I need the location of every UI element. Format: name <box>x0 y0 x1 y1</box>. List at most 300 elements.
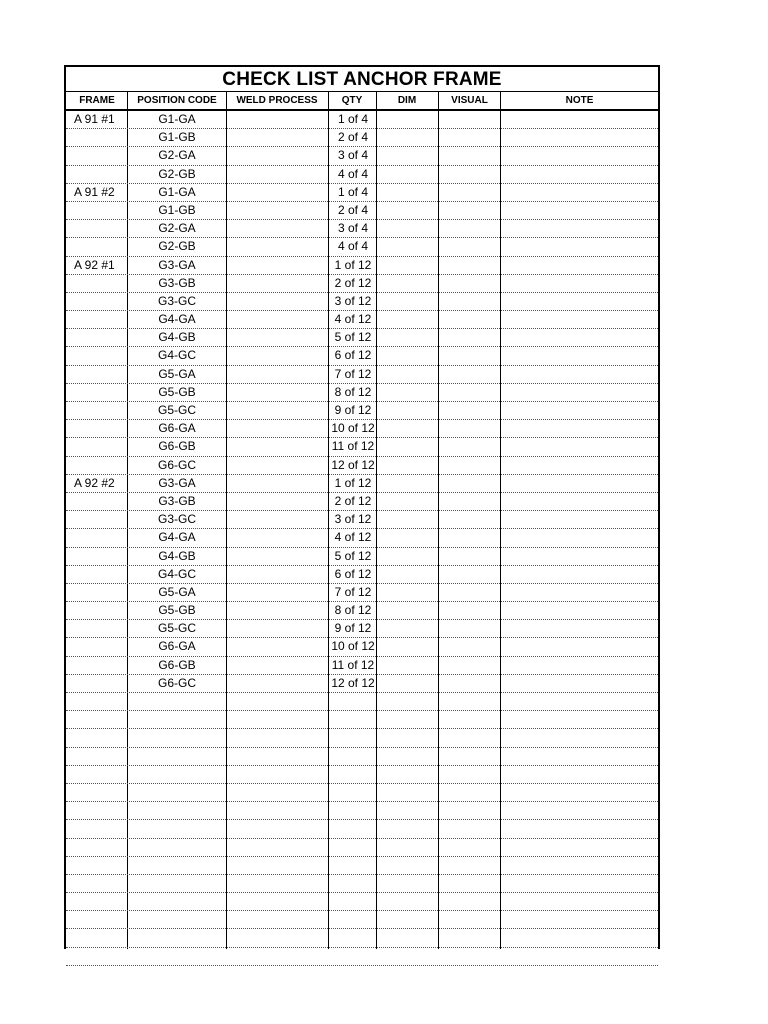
dim-cell[interactable] <box>378 693 436 710</box>
visual-cell[interactable] <box>440 602 498 619</box>
dim-cell[interactable] <box>378 257 436 274</box>
dim-cell[interactable] <box>378 784 436 801</box>
note-cell[interactable] <box>503 184 653 201</box>
visual-cell[interactable] <box>440 511 498 528</box>
note-cell[interactable] <box>503 911 653 928</box>
weld-process-cell[interactable] <box>228 766 326 783</box>
visual-cell[interactable] <box>440 584 498 601</box>
dim-cell[interactable] <box>378 766 436 783</box>
frame-cell <box>74 748 126 765</box>
weld-process-cell[interactable] <box>228 657 326 674</box>
note-cell[interactable] <box>503 548 653 565</box>
note-cell[interactable] <box>503 766 653 783</box>
visual-cell[interactable] <box>440 220 498 237</box>
weld-process-cell[interactable] <box>228 584 326 601</box>
position-code-cell: G5-GB <box>158 384 196 399</box>
visual-cell[interactable] <box>440 366 498 383</box>
qty-cell <box>328 857 378 874</box>
dim-cell[interactable] <box>378 293 436 310</box>
weld-process-cell[interactable] <box>228 184 326 201</box>
note-cell[interactable] <box>503 402 653 419</box>
position-code-cell: G6-GC <box>157 675 196 690</box>
visual-cell[interactable] <box>440 911 498 928</box>
qty-cell: 2 of 4 <box>337 130 369 145</box>
weld-process-cell[interactable] <box>228 111 326 128</box>
dim-cell[interactable] <box>378 238 436 255</box>
note-cell[interactable] <box>503 420 653 437</box>
weld-process-cell[interactable] <box>228 493 326 510</box>
position-code-cell: G6-GB <box>158 657 196 672</box>
table-row <box>66 311 658 329</box>
note-cell[interactable] <box>503 366 653 383</box>
column-header-note: NOTE <box>565 95 594 106</box>
weld-process-cell[interactable] <box>228 366 326 383</box>
table-row <box>66 802 658 820</box>
frame-cell <box>74 147 126 164</box>
dim-cell[interactable] <box>378 711 436 728</box>
visual-cell[interactable] <box>440 948 498 965</box>
dim-cell[interactable] <box>378 584 436 601</box>
qty-cell <box>328 820 378 837</box>
visual-cell[interactable] <box>440 711 498 728</box>
note-cell[interactable] <box>503 857 653 874</box>
dim-cell[interactable] <box>378 420 436 437</box>
frame-cell <box>74 329 126 346</box>
frame-cell <box>74 566 126 583</box>
weld-process-cell[interactable] <box>228 129 326 146</box>
weld-process-cell[interactable] <box>228 220 326 237</box>
position-code-cell: G4-GB <box>158 330 196 345</box>
note-cell[interactable] <box>503 802 653 819</box>
note-cell[interactable] <box>503 311 653 328</box>
qty-cell <box>328 693 378 710</box>
column-header-dim: DIM <box>397 95 417 106</box>
frame-cell <box>74 638 126 655</box>
qty-cell: 10 of 12 <box>331 421 375 436</box>
note-cell[interactable] <box>503 147 653 164</box>
dim-cell[interactable] <box>378 620 436 637</box>
table-row <box>66 384 658 402</box>
frame-cell <box>74 893 126 910</box>
qty-cell: 1 of 4 <box>337 112 369 126</box>
dim-cell[interactable] <box>378 384 436 401</box>
visual-cell[interactable] <box>440 766 498 783</box>
note-cell[interactable] <box>503 293 653 310</box>
position-code-cell <box>128 929 226 946</box>
weld-process-cell[interactable] <box>228 475 326 492</box>
note-cell[interactable] <box>503 948 653 965</box>
dim-cell[interactable] <box>378 129 436 146</box>
note-cell[interactable] <box>503 347 653 364</box>
note-cell[interactable] <box>503 457 653 474</box>
visual-cell[interactable] <box>440 638 498 655</box>
visual-cell[interactable] <box>440 166 498 183</box>
position-code-cell: G4-GC <box>157 566 196 581</box>
note-cell[interactable] <box>503 893 653 910</box>
position-code-cell: G4-GB <box>158 548 196 563</box>
visual-cell[interactable] <box>440 875 498 892</box>
qty-cell: 12 of 12 <box>331 675 375 690</box>
weld-process-cell[interactable] <box>228 893 326 910</box>
visual-cell[interactable] <box>440 402 498 419</box>
weld-process-cell[interactable] <box>228 548 326 565</box>
weld-process-cell[interactable] <box>228 729 326 746</box>
weld-process-cell[interactable] <box>228 784 326 801</box>
qty-cell: 3 of 4 <box>337 148 369 163</box>
frame-cell <box>74 857 126 874</box>
visual-cell[interactable] <box>440 257 498 274</box>
frame-cell <box>74 366 126 383</box>
note-cell[interactable] <box>503 529 653 546</box>
position-code-cell <box>128 711 226 728</box>
dim-cell[interactable] <box>378 948 436 965</box>
position-code-cell <box>128 893 226 910</box>
weld-process-cell[interactable] <box>228 875 326 892</box>
weld-process-cell[interactable] <box>228 711 326 728</box>
dim-cell[interactable] <box>378 566 436 583</box>
table-row <box>66 493 658 511</box>
qty-cell <box>328 784 378 801</box>
weld-process-cell[interactable] <box>228 166 326 183</box>
qty-cell: 3 of 12 <box>334 512 372 527</box>
note-cell[interactable] <box>503 602 653 619</box>
dim-cell[interactable] <box>378 366 436 383</box>
table-row <box>66 147 658 165</box>
position-code-cell <box>128 729 226 746</box>
position-code-cell: G4-GC <box>157 348 196 363</box>
table-row <box>66 602 658 620</box>
table-row <box>66 893 658 911</box>
weld-process-cell[interactable] <box>228 275 326 292</box>
dim-cell[interactable] <box>378 275 436 292</box>
visual-cell[interactable] <box>440 693 498 710</box>
dim-cell[interactable] <box>378 347 436 364</box>
dim-cell[interactable] <box>378 457 436 474</box>
table-row <box>66 293 658 311</box>
visual-cell[interactable] <box>440 238 498 255</box>
qty-cell: 9 of 12 <box>334 403 372 417</box>
qty-cell <box>328 875 378 892</box>
visual-cell[interactable] <box>440 839 498 856</box>
qty-cell: 5 of 12 <box>334 330 372 345</box>
checklist-sheet <box>64 65 660 949</box>
weld-process-cell[interactable] <box>228 402 326 419</box>
position-code-cell: G5-GB <box>158 603 196 618</box>
visual-cell[interactable] <box>440 384 498 401</box>
weld-process-cell[interactable] <box>228 602 326 619</box>
qty-cell: 1 of 12 <box>334 257 372 272</box>
table-row <box>66 220 658 238</box>
frame-cell <box>74 420 126 437</box>
note-cell[interactable] <box>503 693 653 710</box>
qty-cell: 1 of 12 <box>334 475 372 490</box>
qty-cell: 9 of 12 <box>334 621 372 636</box>
qty-cell: 7 of 12 <box>334 584 372 599</box>
qty-cell: 11 of 12 <box>331 439 375 454</box>
visual-cell[interactable] <box>440 820 498 837</box>
frame-cell <box>74 784 126 801</box>
dim-cell[interactable] <box>378 729 436 746</box>
visual-cell[interactable] <box>440 293 498 310</box>
dim-cell[interactable] <box>378 311 436 328</box>
dim-cell[interactable] <box>378 602 436 619</box>
table-row <box>66 675 658 693</box>
position-code-cell: G3-GA <box>158 475 196 490</box>
qty-cell <box>328 839 378 856</box>
note-cell[interactable] <box>503 820 653 837</box>
note-cell[interactable] <box>503 839 653 856</box>
position-code-cell: G6-GA <box>158 639 196 654</box>
visual-cell[interactable] <box>440 548 498 565</box>
weld-process-cell[interactable] <box>228 929 326 946</box>
note-cell[interactable] <box>503 511 653 528</box>
frame-cell <box>74 929 126 946</box>
visual-cell[interactable] <box>440 311 498 328</box>
note-cell[interactable] <box>503 729 653 746</box>
position-code-cell <box>128 693 226 710</box>
weld-process-cell[interactable] <box>228 457 326 474</box>
weld-process-cell[interactable] <box>228 857 326 874</box>
weld-process-cell[interactable] <box>228 529 326 546</box>
note-cell[interactable] <box>503 657 653 674</box>
frame-cell <box>74 457 126 474</box>
note-cell[interactable] <box>503 238 653 255</box>
weld-process-cell[interactable] <box>228 675 326 692</box>
visual-cell[interactable] <box>440 129 498 146</box>
dim-cell[interactable] <box>378 875 436 892</box>
visual-cell[interactable] <box>440 184 498 201</box>
weld-process-cell[interactable] <box>228 347 326 364</box>
note-cell[interactable] <box>503 438 653 455</box>
frame-cell <box>74 693 126 710</box>
dim-cell[interactable] <box>378 166 436 183</box>
column-header-qty: QTY <box>341 95 363 106</box>
qty-cell: 7 of 12 <box>334 366 372 381</box>
column-header-visual: VISUAL <box>451 95 488 106</box>
weld-process-cell[interactable] <box>228 238 326 255</box>
qty-cell: 8 of 12 <box>334 603 372 618</box>
table-row <box>66 584 658 602</box>
weld-process-cell[interactable] <box>228 948 326 965</box>
table-row <box>66 511 658 529</box>
visual-cell[interactable] <box>440 202 498 219</box>
table-row <box>66 620 658 638</box>
position-code-cell: G6-GC <box>157 457 196 472</box>
note-cell[interactable] <box>503 202 653 219</box>
dim-cell[interactable] <box>378 529 436 546</box>
weld-process-cell[interactable] <box>228 384 326 401</box>
frame-cell <box>74 220 126 237</box>
table-row <box>66 911 658 929</box>
frame-cell <box>74 311 126 328</box>
note-cell[interactable] <box>503 111 653 128</box>
visual-cell[interactable] <box>440 675 498 692</box>
table-row <box>66 784 658 802</box>
visual-cell[interactable] <box>440 729 498 746</box>
weld-process-cell[interactable] <box>228 202 326 219</box>
note-cell[interactable] <box>503 675 653 692</box>
dim-cell[interactable] <box>378 548 436 565</box>
visual-cell[interactable] <box>440 857 498 874</box>
dim-cell[interactable] <box>378 202 436 219</box>
frame-cell <box>74 238 126 255</box>
visual-cell[interactable] <box>440 529 498 546</box>
visual-cell[interactable] <box>440 657 498 674</box>
note-cell[interactable] <box>503 566 653 583</box>
table-row <box>66 529 658 547</box>
weld-process-cell[interactable] <box>228 293 326 310</box>
visual-cell[interactable] <box>440 893 498 910</box>
visual-cell[interactable] <box>440 329 498 346</box>
weld-process-cell[interactable] <box>228 257 326 274</box>
dim-cell[interactable] <box>378 511 436 528</box>
note-cell[interactable] <box>503 129 653 146</box>
position-code-cell: G2-GB <box>158 239 196 254</box>
visual-cell[interactable] <box>440 566 498 583</box>
dim-cell[interactable] <box>378 802 436 819</box>
note-cell[interactable] <box>503 929 653 946</box>
note-cell[interactable] <box>503 711 653 728</box>
table-row <box>66 729 658 747</box>
weld-process-cell[interactable] <box>228 620 326 637</box>
weld-process-cell[interactable] <box>228 511 326 528</box>
position-code-cell <box>128 875 226 892</box>
qty-cell <box>328 948 378 965</box>
weld-process-cell[interactable] <box>228 438 326 455</box>
visual-cell[interactable] <box>440 493 498 510</box>
weld-process-cell[interactable] <box>228 802 326 819</box>
qty-cell <box>328 929 378 946</box>
dim-cell[interactable] <box>378 475 436 492</box>
dim-cell[interactable] <box>378 820 436 837</box>
weld-process-cell[interactable] <box>228 748 326 765</box>
note-cell[interactable] <box>503 493 653 510</box>
column-header-weld-process: WELD PROCESS <box>236 95 318 106</box>
dim-cell[interactable] <box>378 111 436 128</box>
dim-cell[interactable] <box>378 893 436 910</box>
dim-cell[interactable] <box>378 748 436 765</box>
weld-process-cell[interactable] <box>228 566 326 583</box>
position-code-cell <box>128 820 226 837</box>
frame-cell <box>74 129 126 146</box>
visual-cell[interactable] <box>440 784 498 801</box>
position-code-cell: G5-GA <box>158 584 196 599</box>
visual-cell[interactable] <box>440 438 498 455</box>
position-code-cell: G5-GC <box>157 403 196 417</box>
visual-cell[interactable] <box>440 457 498 474</box>
note-cell[interactable] <box>503 257 653 274</box>
dim-cell[interactable] <box>378 857 436 874</box>
dim-cell[interactable] <box>378 839 436 856</box>
frame-cell: A 92 #1 <box>74 257 115 272</box>
qty-cell: 4 of 4 <box>337 239 369 254</box>
weld-process-cell[interactable] <box>228 820 326 837</box>
table-row <box>66 475 658 493</box>
position-code-cell: G5-GA <box>158 366 196 381</box>
qty-cell <box>328 893 378 910</box>
visual-cell[interactable] <box>440 802 498 819</box>
note-cell[interactable] <box>503 220 653 237</box>
table-row <box>66 711 658 729</box>
position-code-cell: G4-GA <box>158 312 196 327</box>
visual-cell[interactable] <box>440 475 498 492</box>
table-row <box>66 566 658 584</box>
table-row <box>66 438 658 456</box>
qty-cell <box>328 748 378 765</box>
dim-cell[interactable] <box>378 493 436 510</box>
qty-cell: 11 of 12 <box>331 657 375 672</box>
note-cell[interactable] <box>503 784 653 801</box>
note-cell[interactable] <box>503 875 653 892</box>
visual-cell[interactable] <box>440 620 498 637</box>
dim-cell[interactable] <box>378 929 436 946</box>
position-code-cell <box>128 911 226 928</box>
weld-process-cell[interactable] <box>228 693 326 710</box>
visual-cell[interactable] <box>440 275 498 292</box>
dim-cell[interactable] <box>378 911 436 928</box>
frame-cell <box>74 675 126 692</box>
position-code-cell: G4-GA <box>158 530 196 545</box>
position-code-cell <box>128 784 226 801</box>
dim-cell[interactable] <box>378 402 436 419</box>
note-cell[interactable] <box>503 620 653 637</box>
frame-cell <box>74 620 126 637</box>
visual-cell[interactable] <box>440 420 498 437</box>
frame-cell <box>74 402 126 419</box>
dim-cell[interactable] <box>378 184 436 201</box>
table-row <box>66 257 658 275</box>
qty-cell <box>328 911 378 928</box>
weld-process-cell[interactable] <box>228 329 326 346</box>
weld-process-cell[interactable] <box>228 311 326 328</box>
table-row <box>66 929 658 947</box>
dim-cell[interactable] <box>378 675 436 692</box>
dim-cell[interactable] <box>378 147 436 164</box>
dim-cell[interactable] <box>378 220 436 237</box>
weld-process-cell[interactable] <box>228 420 326 437</box>
visual-cell[interactable] <box>440 929 498 946</box>
dim-cell[interactable] <box>378 638 436 655</box>
visual-cell[interactable] <box>440 147 498 164</box>
dim-cell[interactable] <box>378 329 436 346</box>
weld-process-cell[interactable] <box>228 911 326 928</box>
table-row <box>66 111 658 129</box>
weld-process-cell[interactable] <box>228 147 326 164</box>
note-cell[interactable] <box>503 475 653 492</box>
note-cell[interactable] <box>503 329 653 346</box>
column-header-position-code: POSITION CODE <box>137 95 217 106</box>
note-cell[interactable] <box>503 275 653 292</box>
visual-cell[interactable] <box>440 111 498 128</box>
visual-cell[interactable] <box>440 347 498 364</box>
dim-cell[interactable] <box>378 438 436 455</box>
dim-cell[interactable] <box>378 657 436 674</box>
table-row <box>66 238 658 256</box>
note-cell[interactable] <box>503 384 653 401</box>
visual-cell[interactable] <box>440 748 498 765</box>
qty-cell: 3 of 12 <box>334 293 372 308</box>
note-cell[interactable] <box>503 584 653 601</box>
weld-process-cell[interactable] <box>228 839 326 856</box>
frame-cell: A 91 #2 <box>74 184 115 199</box>
note-cell[interactable] <box>503 638 653 655</box>
position-code-cell <box>128 748 226 765</box>
frame-cell <box>74 766 126 783</box>
position-code-cell: G3-GC <box>157 293 196 308</box>
note-cell[interactable] <box>503 166 653 183</box>
weld-process-cell[interactable] <box>228 638 326 655</box>
note-cell[interactable] <box>503 748 653 765</box>
